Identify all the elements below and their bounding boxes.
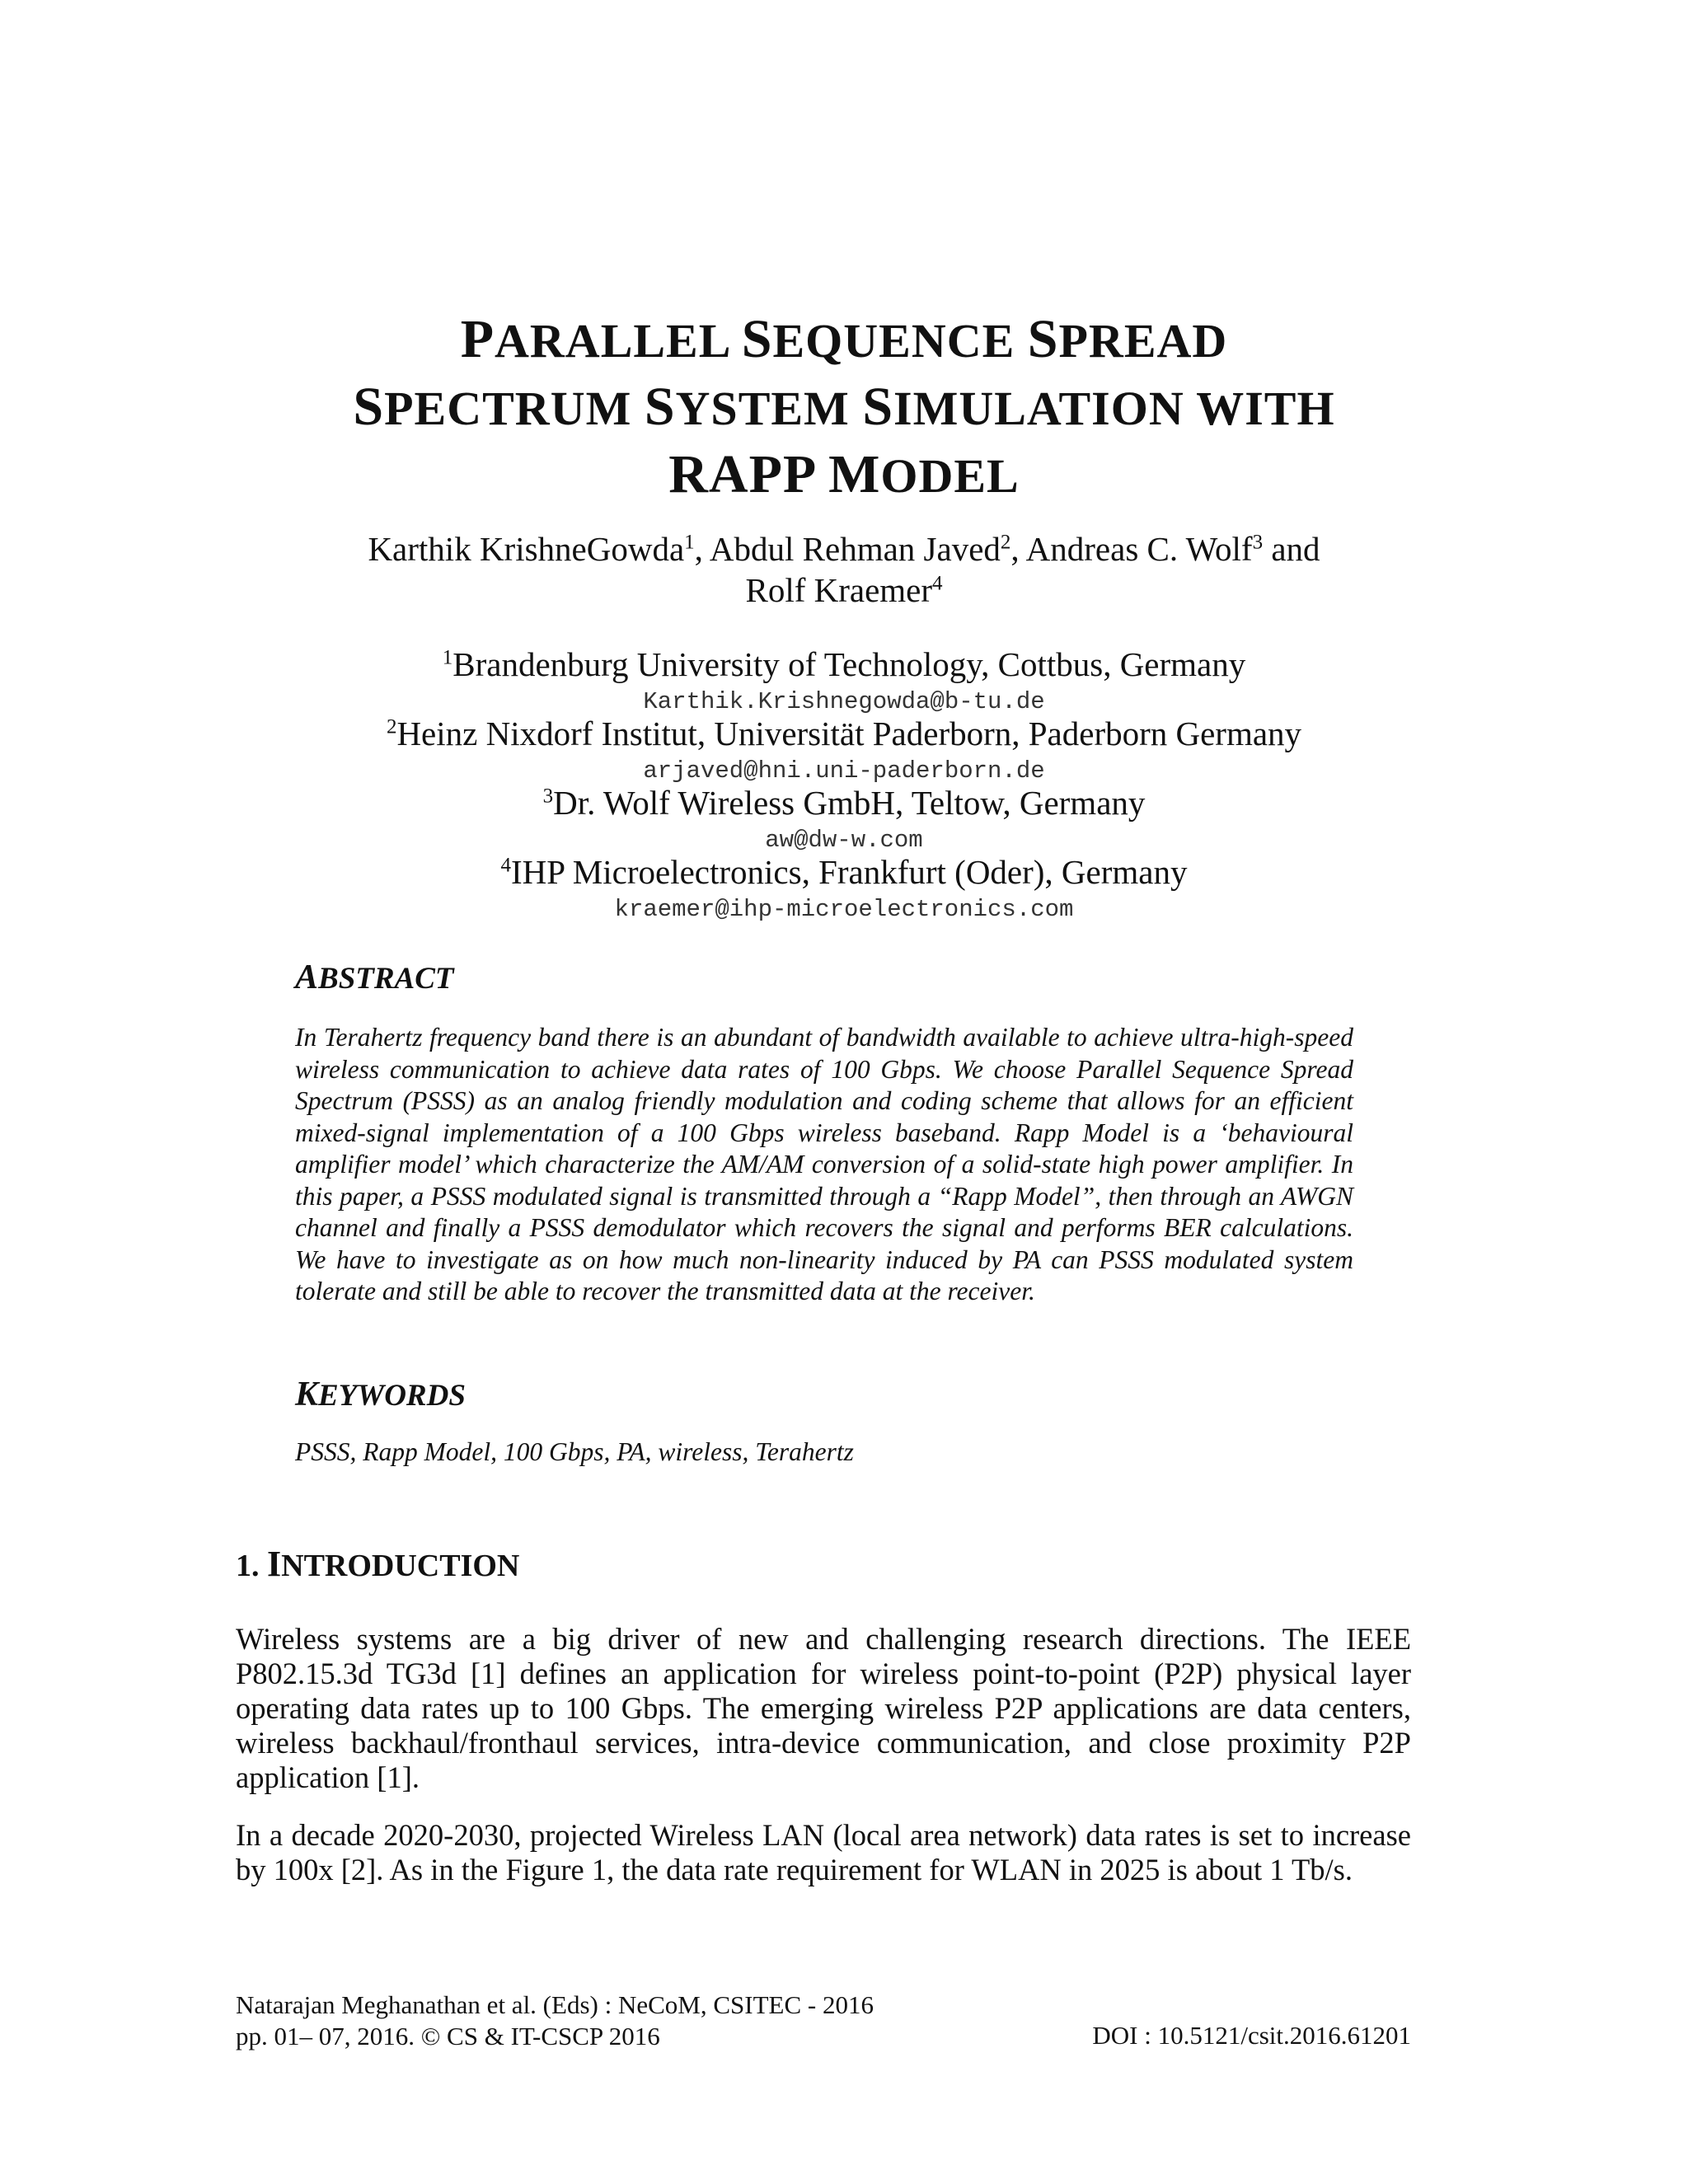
affiliation-2: $^2$Heinz Nixdorf Institut, Universität Paderborn, Paderborn Germany [386, 715, 1302, 752]
email-4[interactable]: kraemer@ihp-microelectronics.com [614, 896, 1074, 923]
author-list-line-1: Karthik KrishneGowda$^1$, Abdul Rehman Javed$^2$, Andreas C. Wolf$^3$ and [368, 530, 1320, 568]
paper-title-line-1: PARALLEL SEQUENCE SPREAD [460, 309, 1228, 369]
footer-pages: pp. 01– 07, 2016. © CS & IT-CSCP 2016 [236, 2022, 660, 2050]
footer-doi[interactable]: DOI : 10.5121/csit.2016.61201 [1092, 2021, 1411, 2050]
affiliation-3: $^3$Dr. Wolf Wireless GmbH, Teltow, Germany [542, 784, 1146, 822]
affiliation-1: $^1$Brandenburg University of Technology, Cottbus, Germany [442, 645, 1246, 683]
affiliation-4: $^4$IHP Microelectronics, Frankfurt (Oder), Germany [500, 853, 1188, 891]
introduction-heading: 1. INTRODUCTION [236, 1544, 520, 1584]
author-list-line-2: Rolf Kraemer$^4$ [745, 571, 943, 609]
author-name: Abdul Rehman Javed [709, 530, 1001, 568]
email-3[interactable]: aw@dw-w.com [765, 827, 923, 854]
email-2[interactable]: arjaved@hni.uni-paderborn.de [643, 757, 1045, 785]
paper-title-line-2: SPECTRUM SYSTEM SIMULATION WITH [353, 377, 1335, 437]
keywords-text: PSSS, Rapp Model, 100 Gbps, PA, wireless, Terahertz [295, 1437, 854, 1466]
keywords-heading: KEYWORDS [295, 1376, 466, 1413]
abstract-heading: ABSTRACT [295, 958, 454, 996]
footer-editors: Natarajan Meghanathan et al. (Eds) : NeCoM, CSITEC - 2016 [236, 1990, 874, 2019]
abstract-text: In Terahertz frequency band there is an abundant of bandwidth available to achieve ultra-high-speed wireless communication to achieve data rates of 100 Gbps. We choose Parallel Sequence Spread Spectrum (PSSS) as an analog friendly modulation and coding scheme that allows for an efficient mixed-signal implementation of a 100 Gbps wireless baseband. Rapp Model is a ‘behavioural amplifier model’ which characterize the AM/AM conversion of a solid-state high power amplifier. In this paper, a PSSS modulated signal is transmitted through a “Rapp Model”, then through an AWGN channel and finally a PSSS demodulator which recovers the signal and performs BER calculations. We have to investigate as on how much non-linearity induced by PA can PSSS modulated system tolerate and still be able to recover the transmitted data at the receiver. [295, 1023, 1353, 1305]
email-1[interactable]: Karthik.Krishnegowda@b-tu.de [643, 688, 1045, 715]
author-name: Rolf Kraemer [745, 571, 933, 609]
introduction-paragraph-1: Wireless systems are a big driver of new and challenging research directions. The IEEE P802.15.3d TG3d [1] defines an application for wireless point-to-point (P2P) physical layer operating data rates up to 100 Gbps. The emerging wireless P2P applications are data centers, wireless backhaul/fronthaul services, intra-device communication, and close proximity P2P application [1]. [236, 1622, 1411, 1794]
introduction-paragraph-2: In a decade 2020-2030, projected Wireless LAN (local area network) data rates is set to increase by 100x [2]. As in the Figure 1, the data rate requirement for WLAN in 2025 is about 1 Tb/s. [236, 1818, 1411, 1886]
author-name: Karthik KrishneGowda [368, 530, 685, 568]
paper-title-line-3: RAPP MODEL [668, 444, 1020, 504]
author-name: Andreas C. Wolf [1025, 530, 1253, 568]
